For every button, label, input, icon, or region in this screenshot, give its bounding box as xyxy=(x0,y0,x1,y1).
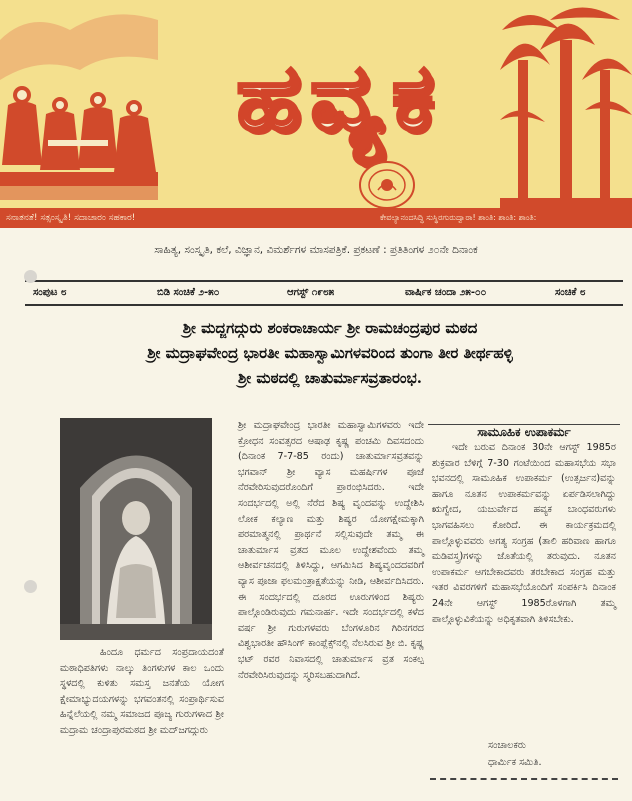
seated-figures-illustration xyxy=(0,0,158,210)
hole-punch xyxy=(24,270,37,283)
hole-punch xyxy=(24,580,37,593)
masthead-title: ಹವ್ಯಕ xyxy=(236,43,444,151)
month-label: ಆಗಸ್ಟ್ ೧೯೮೫ xyxy=(287,287,335,298)
motto-left: ಸನಾತನತೆ! ಸತ್ಸಂಸ್ಕೃತಿ! ಸದಾಚಾರಂ ಸಹಕಾರ! xyxy=(6,213,136,223)
article-paragraph: ಶ್ರೀ ಮದ್ರಾಘವೇಂದ್ರ ಭಾರತೀ ಮಹಾಸ್ವಾಮಿಗಳವರು ಇದೇ ಕ್ರೋಧನ ಸಂವತ್ಸರದ ಆಷಾಢ ಕೃಷ್ಣ ಪಂಚಮಿ ದಿವಸದಂದು (ದಿನಾಂಕ 7-7-85 ರಂದು) ಚಾತುರ್ಮಾಸವ್ರತವನ್ನು ಭಗವಾನ್ ಶ್ರೀ ವ್ಯಾಸ ಮಹರ್ಷಿಗಳ ಪೂಜೆ ನೆರವೇರಿಸುವುದರೊಂದಿಗೆ ಪ್ರಾರಂಭಿಸಿದರು. ಇದೇ ಸಂದರ್ಭದಲ್ಲಿ ಅಲ್ಲಿ ನೆರೆದ ಶಿಷ್ಯ ವೃಂದವನ್ನು ಉದ್ದೇಶಿಸಿ ಲೋಕ ಕಲ್ಯಾಣ ಮತ್ತು ಶಿಷ್ಯರ ಯೋಗಕ್ಷೇಮಕ್ಕಾಗಿ ಪರಮಾತ್ಮನಲ್ಲಿ ಪ್ರಾರ್ಥನೆ ಸಲ್ಲಿಸುವುದೇ ತಮ್ಮ ಈ ಚಾತುರ್ಮಾಸ ವ್ರತದ ಮೂಲ ಉದ್ದೇಶವೆಂದು ತಮ್ಮ ಆಶೀರ್ವಚನದಲ್ಲಿ ತಿಳಿಸಿದ್ದು, ಆಗಮಿಸಿದ ಶಿಷ್ಯವೃಂದದವರಿಗೆ ವ್ಯಾಸ ಪೂಜಾ ಫಲಮಂತ್ರಾಕ್ಷತೆಯನ್ನು ನೀಡಿ, ಆಶೀರ್ವದಿಸಿದರು. ಈ ಸಂದರ್ಭದಲ್ಲಿ ದೂರದ ಊರುಗಳಿಂದ ಶಿಷ್ಯರು ಪಾಲ್ಗೊಂಡಿರುವುದು ಗಮನಾರ್ಹ. ಇದೇ ಸಂದರ್ಭದಲ್ಲಿ ಕಳೆದ ವರ್ಷ ಶ್ರೀ ಗುರುಗಳವರು ಬೆಂಗಳೂರಿನ ಗಿರಿನಗರದ ವಿಶ್ವಭಾರತೀ ಹೌಸಿಂಗ್ ಕಾಂಪ್ಲೆಕ್ಸ್‌ನಲ್ಲಿ ನೆಲಸಿರುವ ಶ್ರೀ ಬಿ. ಕೃಷ್ಣ ಭಟ್ ರವರ ನಿವಾಸದಲ್ಲಿ ಚಾತುರ್ಮಾಸ ವ್ರತ ಸಂಕಲ್ಪ ನೆರವೇರಿಸಿರುವುದನ್ನು ಸ್ಮರಿಸಬಹುದಾಗಿದೆ. xyxy=(238,420,424,681)
top-rule xyxy=(25,280,623,282)
emblem-seal-icon xyxy=(358,160,416,210)
sidebar-title: ಸಾಮೂಹಿಕ ಉಪಾಕರ್ಮ xyxy=(477,425,571,439)
article-paragraph: ಹಿಂದೂ ಧರ್ಮದ ಸಂಪ್ರದಾಯದಂತೆ ಮಠಾಧಿಪತಿಗಳು ನಾಲ್ಕು ತಿಂಗಳುಗಳ ಕಾಲ ಒಂದು ಸ್ಥಳದಲ್ಲಿ ಕುಳಿತು ಸಮಸ್ತ ಜನತೆಯ ಯೋಗ ಕ್ಷೇಮಾಭ್ಯುದಯಗಳನ್ನು ಭಗವಂತನಲ್ಲಿ ಸಂಪ್ರಾರ್ಥಿಸುವ ಹಿನ್ನೆಲೆಯಲ್ಲಿ ನಮ್ಮ ಸಮಾಜದ ಪೂಜ್ಯ ಗುರುಗಳಾದ ಶ್ರೀ ಮದ್ರಾಮ ಚಂದ್ರಾಪುರಮಠದ ಶ್ರೀ ಮದ್‌ಜಗದ್ಗುರು xyxy=(60,647,224,736)
volume-label: ಸಂಪುಟ ೮ xyxy=(33,287,67,298)
sidebar-dashed-rule xyxy=(430,778,618,780)
motto-right: ಕೇವಲ್ಯಾನಂದಸಿದ್ಧಿ ಸುಸ್ಥಿರಗುರುದ್ವಾರಾ! ಶಾಂತಿ: ಶಾಂತಿ: ಶಾಂತಿ: xyxy=(380,213,537,222)
issue-number-label: ಸಂಚಿಕೆ ೮ xyxy=(555,287,586,298)
headline-line: ಶ್ರೀ ಮದ್ರಾಘವೇಂದ್ರ ಭಾರತೀ ಮಹಾಸ್ವಾಮಿಗಳವರಿಂದ ತುಂಗಾ ತೀರ ತೀರ್ಥಹಳ್ಳಿ xyxy=(147,344,513,362)
headline-line: ಶ್ರೀ ಮಠದಲ್ಲಿ ಚಾತುರ್ಮಾಸವ್ರತಾರಂಭ. xyxy=(237,369,422,387)
signature-role: ಸಂಚಾಲಕರು xyxy=(488,740,526,751)
swamiji-photo xyxy=(60,418,212,640)
issue-info-bar xyxy=(25,284,623,302)
headline-line: ಶ್ರೀ ಮದ್ಜಗದ್ಗುರು ಶಂಕರಾಚಾರ್ಯ ಶ್ರೀ ರಾಮಚಂದ್ರಪುರ ಮಠದ xyxy=(182,319,478,337)
bottom-rule xyxy=(25,304,623,306)
masthead-motto-strip xyxy=(0,208,632,228)
article-headline xyxy=(80,316,580,391)
signature-committee: ಧಾರ್ಮಿಕ ಸಮಿತಿ. xyxy=(488,757,542,768)
publication-tagline: ಸಾಹಿತ್ಯ, ಸಂಸ್ಕೃತಿ, ಕಲೆ, ವಿಜ್ಞಾನ, ವಿಮರ್ಶೆಗಳ ಮಾಸಪತ್ರಿಕೆ. ಪ್ರಕಟಣೆ : ಪ್ರತಿತಿಂಗಳ ೨೦ನೇ ದಿನಾಂಕ xyxy=(154,244,478,256)
price-label: ಬಿಡಿ ಸಂಚಿಕೆ ೨-೫೦ xyxy=(157,287,220,298)
masthead xyxy=(0,0,632,228)
sidebar-paragraph: ಇದೇ ಬರುವ ದಿನಾಂಕ 30ನೇ ಆಗಸ್ಟ್ 1985ರ ಶುಕ್ರವಾರ ಬೆಳಿಗ್ಗೆ 7-30 ಗಂಟೆಯಿಂದ ಮಹಾಸಭೆಯ ಸಭಾ ಭವನದಲ್ಲಿ ಸಾಮೂಹಿಕ ಉಪಾಕರ್ಮ (ಉತ್ಸರ್ಜನ)ವನ್ನು ಹಾಗೂ ನೂತನ ಉಪಾಕರ್ಮವನ್ನು ಏರ್ಪಡಿಸಲಾಗಿದ್ದು ಋಗ್ವೇದ, ಯಜುರ್ವೇದ ಹವ್ಯಕ ಬಾಂಧವರುಗಳು ಭಾಗವಹಿಸಲು ಕೋರಿದೆ. ಈ ಕಾರ್ಯಕ್ರಮದಲ್ಲಿ ಪಾಲ್ಗೊಳ್ಳುವವರು ಅಗತ್ಯ ಸಂಗ್ರಹ (ತಾಲಿ ಹರಿವಾಣ ಹಾಗೂ ಮಡಿವಸ್ತ್ರ)ಗಳನ್ನು ಜೊತೆಯಲ್ಲಿ ತರುವುದು. ನೂತನ ಉಪಾಕರ್ಮ ಆಗಬೇಕಾದವರು ತರಬೇಕಾದ ಸಂಗ್ರಹ ಮತ್ತು ಇತರ ವಿವರಗಳಿಗೆ ಮಹಾಸಭೆಯೊಂದಿಗೆ ಸಂಪರ್ಕಿಸಿ ದಿನಾಂಕ 24ನೇ ಆಗಸ್ಟ್ 1985ರೊಳಗಾಗಿ ತಮ್ಮ ಪಾಲ್ಗೊಳ್ಳುವಿಕೆಯನ್ನು ಅಧಿಕೃತವಾಗಿ ತಿಳಿಸಬೇಕು. xyxy=(432,442,616,625)
article-column-middle xyxy=(238,418,424,683)
article-column-left xyxy=(60,645,224,739)
sidebar-body xyxy=(432,440,616,627)
subscription-label: ವಾರ್ಷಿಕ ಚಂದಾ ೨೫-೦೦ xyxy=(405,287,487,298)
